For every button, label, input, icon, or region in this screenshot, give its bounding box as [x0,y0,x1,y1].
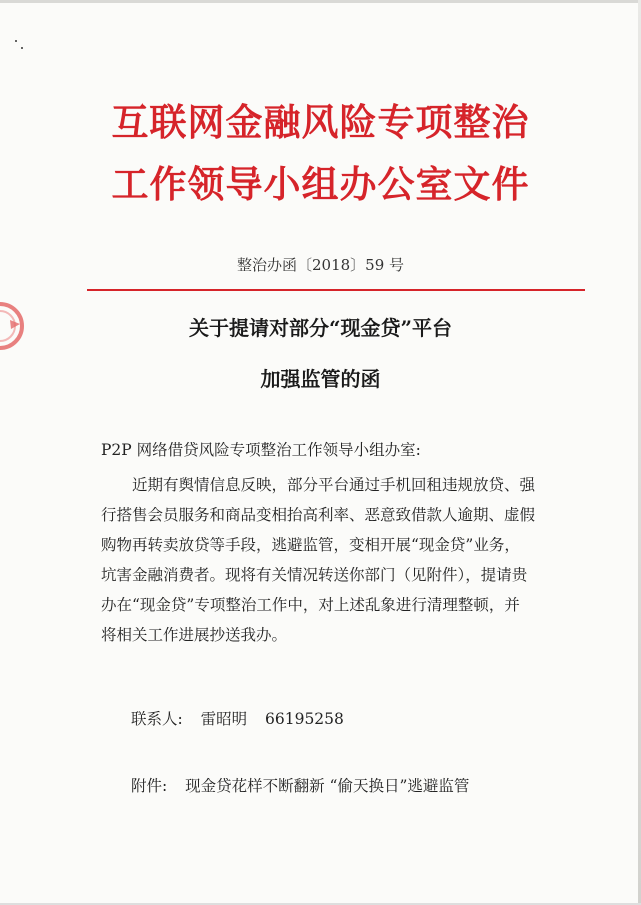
red-divider-line [87,289,585,291]
document-number: 整治办函〔2018〕59 号 [236,256,405,274]
body-line: 将相关工作进展抄送我办。 [101,626,288,644]
contact-label: 联系人: [131,710,183,728]
scan-speck [21,47,23,49]
attachment-label: 附件: [131,777,168,795]
body-line: 坑害金融消费者。现将有关情况转送你部门（见附件），提请贵 [101,566,528,584]
body-line: 办在“现金贷”专项整治工作中，对上述乱象进行清理整顿，并 [101,596,520,614]
letter-title-line-2: 加强监管的函 [260,367,381,391]
salutation: P2P 网络借贷风险专项整治工作领导小组办室: [101,441,421,459]
contact-line [131,707,571,729]
body-line: 近期有舆情信息反映，部分平台通过手机回租违规放贷、强 [132,476,536,494]
header-title-line-2: 工作领导小组办公室文件 [111,162,530,206]
body-paragraph [101,470,551,650]
attachment-line [131,774,571,796]
letter-title-line-1: 关于提请对部分“现金贷”平台 [188,316,452,340]
scan-edge-top [0,0,641,3]
attachment-text: 现金贷花样不断翻新 “偷天换日”逃避监管 [185,777,470,795]
contact-phone: 66195258 [265,710,344,728]
header-title-line-1: 互联网金融风险专项整治 [111,100,530,144]
body-line: 购物再转卖放贷等手段，逃避监管，变相开展“现金贷”业务， [101,536,520,554]
body-line: 行搭售会员服务和商品变相抬高利率、恶意致借款人逾期、虚假 [101,506,536,524]
contact-name: 雷昭明 [200,710,248,728]
scan-speck [15,40,17,42]
